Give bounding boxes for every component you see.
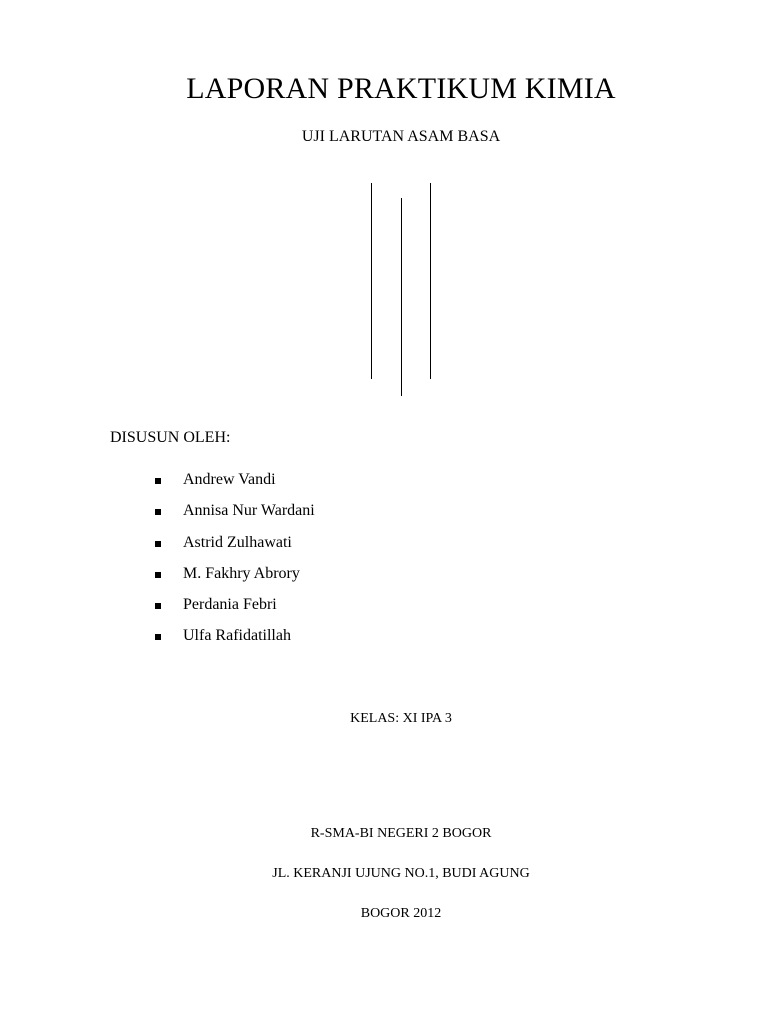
author-name: Annisa Nur Wardani: [183, 502, 315, 520]
author-list-item: [155, 471, 315, 502]
square-bullet-icon: [155, 478, 161, 484]
author-list-item: [155, 534, 315, 565]
decorative-vertical-line-left: [371, 183, 372, 379]
author-name: M. Fakhry Abrory: [183, 564, 300, 582]
report-title: LAPORAN PRAKTIKUM KIMIA: [186, 72, 616, 105]
author-name: Ulfa Rafidatillah: [183, 627, 291, 645]
report-subtitle: UJI LARUTAN ASAM BASA: [301, 128, 501, 145]
place-and-year: BOGOR 2012: [360, 906, 442, 921]
school-address: JL. KERANJI UJUNG NO.1, BUDI AGUNG: [272, 866, 530, 881]
decorative-vertical-line-middle: [401, 198, 402, 396]
square-bullet-icon: [155, 603, 161, 609]
author-name: Andrew Vandi: [183, 471, 276, 488]
square-bullet-icon: [155, 509, 161, 515]
square-bullet-icon: [155, 541, 161, 547]
square-bullet-icon: [155, 572, 161, 578]
authors-heading: DISUSUN OLEH:: [110, 429, 231, 446]
author-list-item: [155, 502, 315, 533]
author-list-item: [155, 565, 315, 596]
decorative-vertical-line-right: [430, 183, 431, 379]
class-label: KELAS: XI IPA 3: [350, 711, 452, 726]
author-list: [155, 471, 315, 659]
school-name: R-SMA-BI NEGERI 2 BOGOR: [310, 826, 492, 841]
square-bullet-icon: [155, 634, 161, 640]
author-list-item: [155, 596, 315, 627]
author-list-item: [155, 627, 315, 658]
author-name: Astrid Zulhawati: [183, 533, 292, 551]
author-name: Perdania Febri: [183, 596, 277, 614]
